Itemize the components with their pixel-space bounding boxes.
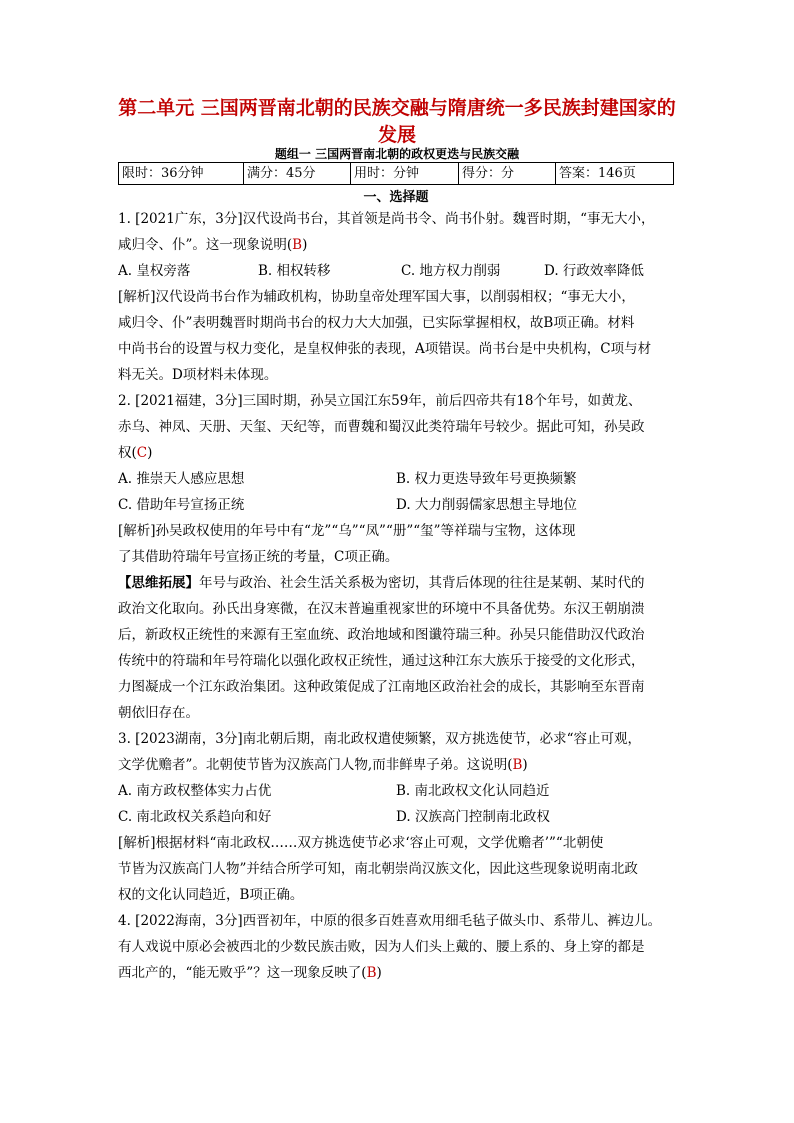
q1-option-a: A. 皇权旁落 xyxy=(118,263,191,279)
q2-extension-label: 【思维拓展】 xyxy=(118,575,199,591)
section-title: 一、选择题 xyxy=(363,190,429,205)
q4-stem-line1: 4. [2022海南，3分]西晋初年，中原的很多百姓喜欢用细毛毡子做头巾、系带儿、裤边儿。 xyxy=(118,913,662,929)
q4-answer: B xyxy=(366,965,377,981)
q3-option-c: C. 南北政权关系趋向和好 xyxy=(118,809,272,825)
q2-extension-line6: 朝依旧存在。 xyxy=(118,705,199,721)
q1-analysis-line3: 中尚书台的设置与权力变化，是皇权伸张的表现，A项错误。尚书台是中央机构，C项与材 xyxy=(118,341,652,357)
q3-answer: B xyxy=(512,757,523,773)
info-time-used: 用时：分钟 xyxy=(351,163,459,185)
q3-analysis-line3: 权的文化认同趋近，B项正确。 xyxy=(118,887,304,903)
q2-stem-line3: 权(C) xyxy=(118,445,153,461)
q3-option-a: A. 南方政权整体实力占优 xyxy=(118,783,272,799)
q2-answer: C xyxy=(136,445,148,461)
q2-extension-line2: 政治文化取向。孙氏出身寒微，在汉末普遍重视家世的环境中不具备优势。东汉王朝崩溃 xyxy=(118,601,645,617)
q3-option-d: D. 汉族高门控制南北政权 xyxy=(396,809,550,825)
q1-answer: B xyxy=(292,237,303,253)
q4-stem-line2: 有人戏说中原必会被西北的少数民族击败，因为人们头上戴的、腰上系的、身上穿的都是 xyxy=(118,939,645,955)
q1-analysis-line4: 料无关。D项材料未体现。 xyxy=(118,367,278,383)
q2-analysis-line2: 了其借助符瑞年号宣扬正统的考量，C项正确。 xyxy=(118,549,399,565)
info-score: 得分：分 xyxy=(459,163,556,185)
unit-title xyxy=(110,95,684,149)
q1-analysis-line2: 咸归令、仆”表明魏晋时期尚书台的权力大大加强，已实际掌握相权，故B项正确。材料 xyxy=(118,315,635,331)
q2-option-c: C. 借助年号宣扬正统 xyxy=(118,497,245,513)
info-time-limit: 限时：36分钟 xyxy=(119,163,244,185)
q4-stem-line3: 西北产的，“能无败乎”？这一现象反映了(B) xyxy=(118,965,382,981)
q1-options xyxy=(118,258,674,284)
info-row xyxy=(119,163,674,185)
group-subtitle: 题组一 三国两晋南北朝的政权更迭与民族交融 xyxy=(274,147,520,161)
q3-option-b: B. 南北政权文化认同趋近 xyxy=(396,783,550,799)
q2-options-row1 xyxy=(118,466,674,492)
questions xyxy=(118,206,674,986)
q1-stem-line1: 1. [2021广东，3分]汉代设尚书台，其首领是尚书令、尚书仆射。魏晋时期，“事无大小， xyxy=(118,211,655,227)
info-table xyxy=(118,162,674,185)
q1-stem-line2: 咸归令、仆”。这一现象说明(B) xyxy=(118,237,308,253)
q3-options-row2 xyxy=(118,804,674,830)
q3-options-row1 xyxy=(118,778,674,804)
unit-title-line1: 第二单元 三国两晋南北朝的民族交融与隋唐统一多民族封建国家的 xyxy=(118,97,676,119)
q1-option-d: D. 行政效率降低 xyxy=(544,263,644,279)
q2-option-d: D. 大力削弱儒家思想主导地位 xyxy=(396,497,577,513)
q2-analysis-line1: [解析]孙吴政权使用的年号中有“龙”“乌”“凤”“册”“玺”等祥瑞与宝物，这体现 xyxy=(118,523,576,539)
q2-stem-line2: 赤乌、神凤、天册、天玺、天纪等，而曹魏和蜀汉此类符瑞年号较少。据此可知，孙吴政 xyxy=(118,419,645,435)
info-full-score: 满分：45分 xyxy=(244,163,351,185)
q2-extension-line4: 传统中的符瑞和年号符瑞化以强化政权正统性，通过这种江东大族乐于接受的文化形式， xyxy=(118,653,645,669)
q2-options-row2 xyxy=(118,492,674,518)
unit-title-line2: 发展 xyxy=(377,124,416,146)
q3-analysis-line1: [解析]根据材料“南北政权……双方挑选使节必求‘容止可观，文学优赡者’”“北朝使 xyxy=(118,835,604,851)
q3-stem-line2: 文学优赡者”。北朝使节皆为汉族高门人物,而非鲜卑子弟。这说明(B) xyxy=(118,757,528,773)
q2-option-a: A. 推崇天人感应思想 xyxy=(118,471,245,487)
q3-stem-line1: 3. [2023湖南，3分]南北朝后期，南北政权遣使频繁，双方挑选使节，必求“容止可观， xyxy=(118,731,642,747)
q2-extension-line3: 后，新政权正统性的来源有王室血统、政治地域和图谶符瑞三种。孙吴只能借助汉代政治 xyxy=(118,627,645,643)
q2-stem-line1: 2. [2021福建，3分]三国时期，孙吴立国江东59年，前后四帝共有18个年号，如黄龙、 xyxy=(118,393,642,409)
q1-option-b: B. 相权转移 xyxy=(258,263,331,279)
q1-analysis-line1: [解析]汉代设尚书台作为辅政机构，协助皇帝处理军国大事，以削弱相权；“事无大小， xyxy=(118,289,635,305)
q3-analysis-line2: 节皆为汉族高门人物”并结合所学可知，南北朝崇尚汉族文化，因此这些现象说明南北政 xyxy=(118,861,638,877)
q2-option-b: B. 权力更迭导致年号更换频繁 xyxy=(396,471,577,487)
q1-option-c: C. 地方权力削弱 xyxy=(401,263,501,279)
info-answer-page: 答案：146页 xyxy=(556,163,674,185)
q2-extension-line5: 力图凝成一个江东政治集团。这种政策促成了江南地区政治社会的成长，其影响至东晋南 xyxy=(118,679,645,695)
q2-extension-line1: 【思维拓展】年号与政治、社会生活关系极为密切，其背后体现的往往是某朝、某时代的 xyxy=(118,575,645,591)
